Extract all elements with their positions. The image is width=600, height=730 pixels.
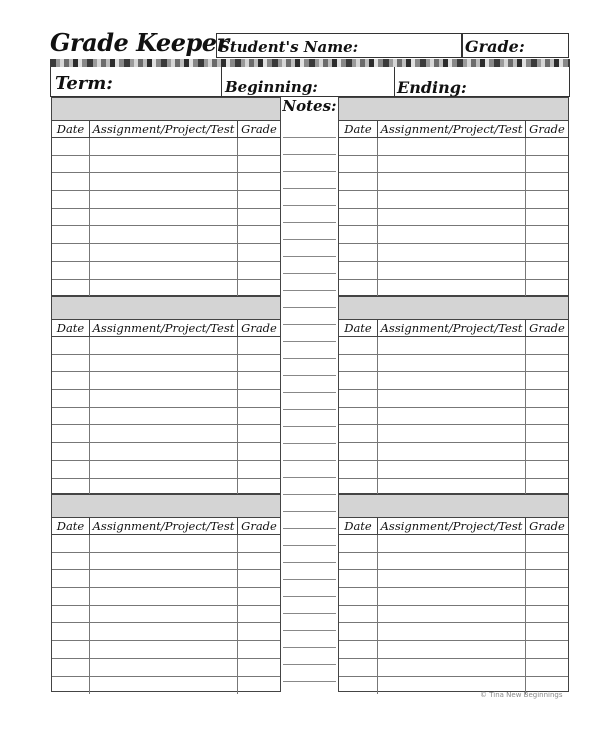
date-cell[interactable] bbox=[52, 425, 90, 442]
assignment-cell[interactable] bbox=[90, 209, 238, 226]
assignment-cell[interactable] bbox=[378, 659, 526, 676]
grade-row bbox=[52, 191, 280, 209]
assignment-cell[interactable] bbox=[90, 244, 238, 261]
assignment-cell[interactable] bbox=[378, 262, 526, 279]
date-cell[interactable] bbox=[52, 191, 90, 208]
assignment-cell[interactable] bbox=[378, 355, 526, 372]
grade-row bbox=[52, 606, 280, 624]
date-cell[interactable] bbox=[52, 588, 90, 605]
grade-cell[interactable] bbox=[238, 588, 280, 605]
date-cell[interactable] bbox=[339, 191, 378, 208]
date-cell[interactable] bbox=[339, 535, 378, 552]
grade-cell[interactable] bbox=[238, 570, 280, 587]
date-cell[interactable] bbox=[339, 659, 378, 676]
grade-cell[interactable] bbox=[526, 588, 568, 605]
assignment-cell[interactable] bbox=[378, 390, 526, 407]
column-header bbox=[339, 320, 568, 337]
grade-cell[interactable] bbox=[238, 244, 280, 261]
grade-cell[interactable] bbox=[526, 209, 568, 226]
date-cell[interactable] bbox=[52, 355, 90, 372]
date-cell[interactable] bbox=[339, 262, 378, 279]
date-cell[interactable] bbox=[52, 156, 90, 173]
grade-cell[interactable] bbox=[526, 156, 568, 173]
date-cell[interactable] bbox=[339, 641, 378, 658]
date-cell[interactable] bbox=[339, 570, 378, 587]
assignment-cell[interactable] bbox=[378, 209, 526, 226]
grade-row bbox=[339, 244, 568, 262]
grade-row bbox=[52, 156, 280, 174]
grade-row bbox=[339, 425, 568, 443]
date-cell[interactable] bbox=[52, 337, 90, 354]
col-date: Date bbox=[339, 121, 378, 137]
grade-cell[interactable] bbox=[238, 390, 280, 407]
grade-row bbox=[339, 461, 568, 479]
grade-row bbox=[339, 262, 568, 280]
assignment-cell[interactable] bbox=[90, 623, 238, 640]
col-assignment: Assignment/Project/Test bbox=[90, 320, 238, 336]
grade-row bbox=[52, 280, 280, 298]
grade-cell[interactable] bbox=[238, 443, 280, 460]
col-date: Date bbox=[339, 320, 378, 336]
grade-cell[interactable] bbox=[526, 623, 568, 640]
assignment-cell[interactable] bbox=[90, 443, 238, 460]
assignment-cell[interactable] bbox=[90, 677, 238, 695]
date-cell[interactable] bbox=[52, 606, 90, 623]
assignment-cell[interactable] bbox=[378, 226, 526, 243]
col-grade: Grade bbox=[241, 122, 277, 136]
grade-rows bbox=[52, 138, 280, 297]
date-cell[interactable] bbox=[52, 659, 90, 676]
date-cell[interactable] bbox=[52, 443, 90, 460]
date-cell[interactable] bbox=[339, 677, 378, 695]
grade-row bbox=[52, 138, 280, 156]
date-cell[interactable] bbox=[339, 173, 378, 190]
grade-cell[interactable] bbox=[526, 659, 568, 676]
grade-row bbox=[339, 226, 568, 244]
col-grade: Grade bbox=[529, 321, 565, 335]
assignment-cell[interactable] bbox=[378, 570, 526, 587]
section-header[interactable] bbox=[52, 495, 280, 518]
assignment-cell[interactable] bbox=[90, 553, 238, 570]
assignment-cell[interactable] bbox=[90, 280, 238, 298]
grade-row bbox=[52, 443, 280, 461]
grade-cell[interactable] bbox=[526, 443, 568, 460]
grade-row bbox=[52, 173, 280, 191]
grade-rows bbox=[339, 535, 568, 694]
date-cell[interactable] bbox=[339, 606, 378, 623]
grade-cell[interactable] bbox=[526, 138, 568, 155]
assignment-cell[interactable] bbox=[378, 337, 526, 354]
decorative-stripe bbox=[50, 59, 570, 67]
col-assignment: Assignment/Project/Test bbox=[90, 121, 238, 137]
grade-row bbox=[52, 641, 280, 659]
grade-cell[interactable] bbox=[526, 553, 568, 570]
col-grade: Grade bbox=[241, 321, 277, 335]
col-assignment: Assignment/Project/Test bbox=[378, 121, 526, 137]
date-cell[interactable] bbox=[52, 641, 90, 658]
assignment-cell[interactable] bbox=[90, 355, 238, 372]
date-cell[interactable] bbox=[339, 226, 378, 243]
assignment-cell[interactable] bbox=[90, 337, 238, 354]
assignment-cell[interactable] bbox=[378, 408, 526, 425]
grade-row bbox=[52, 553, 280, 571]
column-header bbox=[52, 121, 280, 138]
section-header[interactable] bbox=[52, 297, 280, 320]
date-cell[interactable] bbox=[339, 337, 378, 354]
grade-cell[interactable] bbox=[238, 355, 280, 372]
assignment-cell[interactable] bbox=[90, 390, 238, 407]
grade-cell[interactable] bbox=[238, 461, 280, 478]
grade-row bbox=[52, 226, 280, 244]
date-cell[interactable] bbox=[52, 209, 90, 226]
grade-cell[interactable] bbox=[526, 570, 568, 587]
date-cell[interactable] bbox=[339, 372, 378, 389]
date-cell[interactable] bbox=[339, 553, 378, 570]
grade-row bbox=[339, 337, 568, 355]
grade-cell[interactable] bbox=[526, 535, 568, 552]
assignment-cell[interactable] bbox=[90, 606, 238, 623]
assignment-cell[interactable] bbox=[90, 535, 238, 552]
date-cell[interactable] bbox=[52, 535, 90, 552]
assignment-cell[interactable] bbox=[90, 659, 238, 676]
grade-row bbox=[339, 588, 568, 606]
grade-rows bbox=[52, 535, 280, 694]
grade-row bbox=[52, 535, 280, 553]
section-header[interactable] bbox=[52, 98, 280, 121]
grade-row bbox=[52, 244, 280, 262]
grade-row bbox=[339, 156, 568, 174]
date-cell[interactable] bbox=[339, 138, 378, 155]
date-cell[interactable] bbox=[339, 280, 378, 298]
column-header bbox=[52, 320, 280, 337]
grade-rows bbox=[339, 337, 568, 496]
assignment-cell[interactable] bbox=[378, 606, 526, 623]
assignment-cell[interactable] bbox=[378, 461, 526, 478]
term-label: Term: bbox=[55, 73, 113, 94]
date-cell[interactable] bbox=[52, 570, 90, 587]
assignment-cell[interactable] bbox=[90, 173, 238, 190]
assignment-cell[interactable] bbox=[90, 262, 238, 279]
date-cell[interactable] bbox=[339, 209, 378, 226]
grade-row bbox=[52, 372, 280, 390]
date-cell[interactable] bbox=[339, 408, 378, 425]
grade-row bbox=[52, 355, 280, 373]
grade-cell[interactable] bbox=[238, 535, 280, 552]
grade-row bbox=[52, 570, 280, 588]
grade-cell[interactable] bbox=[526, 173, 568, 190]
grade-cell[interactable] bbox=[526, 244, 568, 261]
date-cell[interactable] bbox=[52, 623, 90, 640]
footer-credit: © Tina New Beginnings bbox=[480, 691, 563, 699]
grade-row bbox=[339, 280, 568, 298]
assignment-cell[interactable] bbox=[378, 244, 526, 261]
grade-cell[interactable] bbox=[238, 425, 280, 442]
notes-lines[interactable] bbox=[283, 121, 336, 691]
assignment-cell[interactable] bbox=[90, 191, 238, 208]
grade-row bbox=[339, 173, 568, 191]
grade-row bbox=[339, 355, 568, 373]
grade-row bbox=[339, 641, 568, 659]
grade-section-right-2 bbox=[338, 296, 569, 494]
assignment-cell[interactable] bbox=[90, 425, 238, 442]
ending-label: Ending: bbox=[397, 78, 467, 97]
date-cell[interactable] bbox=[52, 244, 90, 261]
grade-row bbox=[52, 337, 280, 355]
col-date: Date bbox=[52, 320, 90, 336]
grade-cell[interactable] bbox=[526, 641, 568, 658]
grade-row bbox=[339, 209, 568, 227]
grade-row bbox=[339, 535, 568, 553]
section-header[interactable] bbox=[339, 297, 568, 320]
grade-cell[interactable] bbox=[238, 156, 280, 173]
grade-row bbox=[52, 659, 280, 677]
grade-cell[interactable] bbox=[238, 553, 280, 570]
assignment-cell[interactable] bbox=[378, 138, 526, 155]
column-header bbox=[339, 121, 568, 138]
column-header bbox=[52, 518, 280, 535]
grade-cell[interactable] bbox=[238, 280, 280, 298]
date-cell[interactable] bbox=[339, 425, 378, 442]
grade-cell[interactable] bbox=[238, 337, 280, 354]
grade-row bbox=[339, 408, 568, 426]
date-cell[interactable] bbox=[339, 156, 378, 173]
notes-column bbox=[281, 97, 338, 691]
date-cell[interactable] bbox=[339, 244, 378, 261]
grade-cell[interactable] bbox=[526, 280, 568, 298]
grade-cell[interactable] bbox=[526, 262, 568, 279]
col-date: Date bbox=[339, 518, 378, 534]
grade-section-left-1 bbox=[51, 97, 281, 296]
grade-cell[interactable] bbox=[238, 372, 280, 389]
assignment-cell[interactable] bbox=[378, 191, 526, 208]
grade-row bbox=[52, 408, 280, 426]
grade-cell[interactable] bbox=[238, 641, 280, 658]
grade-cell[interactable] bbox=[526, 337, 568, 354]
col-date: Date bbox=[52, 518, 90, 534]
grade-cell[interactable] bbox=[526, 372, 568, 389]
date-cell[interactable] bbox=[52, 372, 90, 389]
grade-row bbox=[339, 138, 568, 156]
date-cell[interactable] bbox=[52, 677, 90, 695]
date-cell[interactable] bbox=[339, 623, 378, 640]
grade-cell[interactable] bbox=[238, 623, 280, 640]
date-cell[interactable] bbox=[52, 280, 90, 298]
date-cell[interactable] bbox=[52, 262, 90, 279]
col-date: Date bbox=[52, 121, 90, 137]
date-cell[interactable] bbox=[52, 553, 90, 570]
grade-cell[interactable] bbox=[526, 191, 568, 208]
grade-cell[interactable] bbox=[526, 408, 568, 425]
grade-row bbox=[339, 443, 568, 461]
assignment-cell[interactable] bbox=[378, 372, 526, 389]
grade-cell[interactable] bbox=[238, 191, 280, 208]
grade-cell[interactable] bbox=[238, 659, 280, 676]
grade-row bbox=[339, 372, 568, 390]
grade-cell[interactable] bbox=[238, 677, 280, 695]
assignment-cell[interactable] bbox=[378, 425, 526, 442]
date-cell[interactable] bbox=[52, 408, 90, 425]
date-cell[interactable] bbox=[52, 390, 90, 407]
grade-section-left-2 bbox=[51, 296, 281, 494]
grade-row bbox=[339, 553, 568, 571]
grade-cell[interactable] bbox=[526, 355, 568, 372]
assignment-cell[interactable] bbox=[90, 588, 238, 605]
grade-cell[interactable] bbox=[238, 173, 280, 190]
assignment-cell[interactable] bbox=[378, 641, 526, 658]
grade-row bbox=[52, 588, 280, 606]
col-assignment: Assignment/Project/Test bbox=[90, 518, 238, 534]
grade-cell[interactable] bbox=[238, 138, 280, 155]
grade-cell[interactable] bbox=[238, 209, 280, 226]
grade-row bbox=[52, 262, 280, 280]
date-cell[interactable] bbox=[339, 588, 378, 605]
notes-label: Notes: bbox=[282, 97, 337, 115]
assignment-cell[interactable] bbox=[90, 372, 238, 389]
grade-cell[interactable] bbox=[238, 606, 280, 623]
grade-label: Grade: bbox=[465, 37, 525, 56]
assignment-cell[interactable] bbox=[378, 280, 526, 298]
grade-rows bbox=[339, 138, 568, 297]
grade-rows bbox=[52, 337, 280, 496]
grade-cell[interactable] bbox=[526, 606, 568, 623]
assignment-cell[interactable] bbox=[90, 226, 238, 243]
grade-row bbox=[52, 623, 280, 641]
grade-row bbox=[339, 623, 568, 641]
col-grade: Grade bbox=[241, 519, 277, 533]
grade-row bbox=[339, 606, 568, 624]
grade-row bbox=[52, 461, 280, 479]
beginning-label: Beginning: bbox=[225, 78, 318, 96]
grade-section-right-1 bbox=[338, 97, 569, 296]
assignment-cell[interactable] bbox=[378, 553, 526, 570]
grade-row bbox=[52, 677, 280, 695]
grade-row bbox=[339, 191, 568, 209]
grade-cell[interactable] bbox=[238, 262, 280, 279]
grade-cell[interactable] bbox=[526, 461, 568, 478]
section-header[interactable] bbox=[339, 495, 568, 518]
grade-cell[interactable] bbox=[526, 226, 568, 243]
grade-row bbox=[52, 425, 280, 443]
col-assignment: Assignment/Project/Test bbox=[378, 518, 526, 534]
grade-row bbox=[52, 390, 280, 408]
assignment-cell[interactable] bbox=[90, 156, 238, 173]
date-cell[interactable] bbox=[52, 138, 90, 155]
assignment-cell[interactable] bbox=[378, 443, 526, 460]
date-cell[interactable] bbox=[52, 173, 90, 190]
date-cell[interactable] bbox=[52, 226, 90, 243]
assignment-cell[interactable] bbox=[378, 156, 526, 173]
col-grade: Grade bbox=[529, 122, 565, 136]
assignment-cell[interactable] bbox=[90, 641, 238, 658]
column-header bbox=[339, 518, 568, 535]
assignment-cell[interactable] bbox=[378, 173, 526, 190]
grade-row bbox=[339, 390, 568, 408]
grade-cell[interactable] bbox=[238, 226, 280, 243]
col-assignment: Assignment/Project/Test bbox=[378, 320, 526, 336]
date-cell[interactable] bbox=[339, 461, 378, 478]
grade-row bbox=[339, 659, 568, 677]
grade-row bbox=[339, 570, 568, 588]
assignment-cell[interactable] bbox=[378, 588, 526, 605]
date-cell[interactable] bbox=[339, 355, 378, 372]
date-cell[interactable] bbox=[52, 461, 90, 478]
date-cell[interactable] bbox=[339, 390, 378, 407]
assignment-cell[interactable] bbox=[90, 408, 238, 425]
assignment-cell[interactable] bbox=[90, 138, 238, 155]
col-grade: Grade bbox=[529, 519, 565, 533]
grade-cell[interactable] bbox=[238, 408, 280, 425]
grade-section-left-3 bbox=[51, 494, 281, 692]
assignment-cell[interactable] bbox=[90, 461, 238, 478]
students-name-label: Student's Name: bbox=[219, 38, 359, 56]
assignment-cell[interactable] bbox=[378, 623, 526, 640]
assignment-cell[interactable] bbox=[90, 570, 238, 587]
grade-cell[interactable] bbox=[526, 390, 568, 407]
grade-cell[interactable] bbox=[526, 425, 568, 442]
date-cell[interactable] bbox=[339, 443, 378, 460]
assignment-cell[interactable] bbox=[378, 535, 526, 552]
page-title: Grade Keeper bbox=[50, 28, 229, 57]
section-header[interactable] bbox=[339, 98, 568, 121]
grade-section-right-3 bbox=[338, 494, 569, 692]
grade-row bbox=[52, 209, 280, 227]
